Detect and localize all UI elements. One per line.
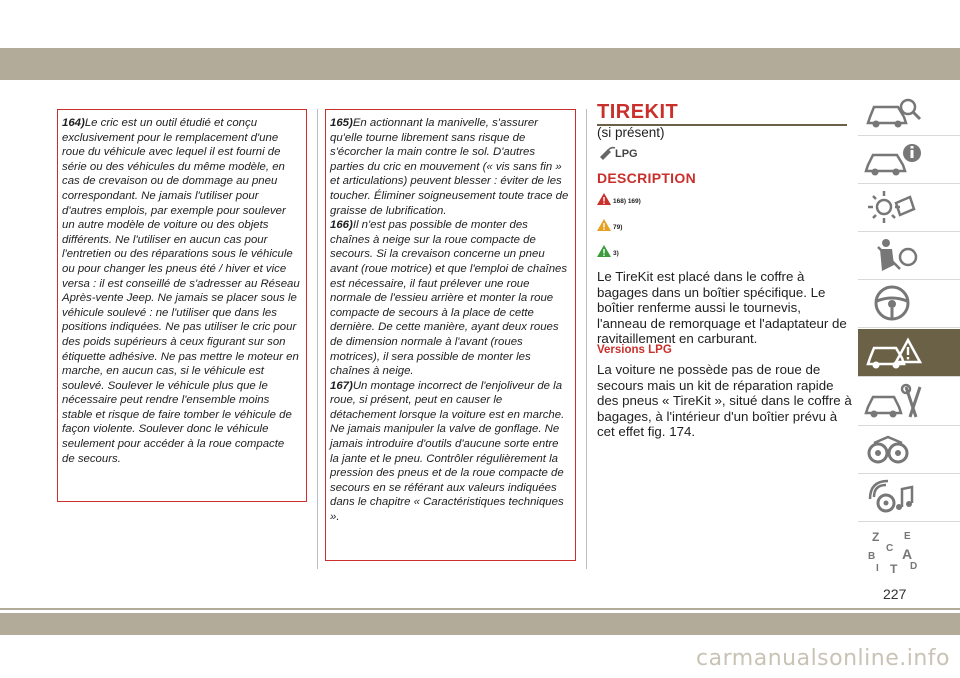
column-divider bbox=[317, 109, 318, 569]
warning-item bbox=[330, 116, 569, 218]
steering-wheel-icon bbox=[864, 283, 924, 325]
tab-index[interactable] bbox=[858, 522, 960, 576]
maintenance-tools-icon bbox=[864, 381, 924, 423]
tab-safety[interactable] bbox=[858, 232, 960, 280]
environment-triangle-icon bbox=[597, 245, 611, 257]
warning-item bbox=[62, 116, 300, 466]
attention-triangle-icon bbox=[597, 219, 611, 231]
warning-item bbox=[330, 218, 569, 379]
index-letter: T bbox=[890, 562, 898, 576]
warning-item bbox=[330, 379, 569, 525]
warning-box-2 bbox=[325, 109, 576, 561]
car-emergency-icon bbox=[864, 332, 924, 374]
lpg-paragraph: La voiture ne possède pas de roue de secours mais un kit de réparation rapide des pneus « TireKit », situé dans le coffre à bagages, à l'intérieur d'un boîtier prévu à cet effet fig. 174. bbox=[597, 362, 852, 440]
warning-number: 165) bbox=[330, 117, 353, 129]
tab-steering-wheel[interactable] bbox=[858, 280, 960, 328]
section-subtitle: (si présent) bbox=[597, 125, 665, 140]
index-letter: E bbox=[904, 531, 911, 542]
tab-dashboard-lights[interactable] bbox=[858, 184, 960, 232]
warning-ref-label: 3) bbox=[613, 250, 619, 257]
index-letter: A bbox=[902, 546, 913, 562]
description-paragraph: Le TireKit est placé dans le coffre à bagages dans un boîtier spécifique. Le boîtier renferme aussi le tournevis, l'anneau de remorquage et l'adaptateur de ravitaillement en carburant. bbox=[597, 269, 847, 347]
car-info-icon bbox=[864, 139, 924, 181]
header-band bbox=[0, 48, 960, 80]
index-letter: Z bbox=[872, 530, 880, 544]
tab-car-info[interactable] bbox=[858, 136, 960, 184]
warning-text: En actionnant la manivelle, s'assurer qu'elle tourne librement sans risque de s'écorcher la main contre le sol. D'autres parties du cric en mouvement (« vis sans fin » et articulations) peuvent blesser : éviter de les toucher. Éliminer soigneusement toute trace de graisse de lubrification. bbox=[330, 117, 569, 217]
watermark: carmanualsonline.info bbox=[696, 646, 950, 671]
tab-car-emergency[interactable] bbox=[858, 329, 960, 377]
technical-specs-icon bbox=[864, 429, 924, 471]
lpg-label: LPG bbox=[615, 148, 638, 160]
tab-car-search[interactable] bbox=[858, 88, 960, 136]
footer-band bbox=[0, 613, 960, 635]
dashboard-lights-icon bbox=[864, 187, 924, 229]
warning-ref-label: 79) bbox=[613, 224, 623, 231]
warning-box-1 bbox=[57, 109, 307, 502]
section-title: TIREKIT bbox=[597, 101, 679, 123]
warning-number: 166) bbox=[330, 219, 353, 232]
footer-rule bbox=[0, 608, 960, 610]
warning-triangle-icon bbox=[597, 193, 611, 205]
index-letter: B bbox=[868, 551, 876, 562]
warning-number: 167) bbox=[330, 379, 353, 392]
warning-text: Il n'est pas possible de monter des chaînes à neige sur la roue compacte de secours. Si la crevaison concerne un pneu avant (roue motrice) et que l'emploi de chaînes est nécessaire, il faut prélever une roue normale de l'essieu arrière et monter la roue compacte de secours à la place de cette dernière. De cette manière, ayant deux roues de dimension normale à l'avant (roues motrices), il sera possible de monter les chaînes à neige. bbox=[330, 219, 568, 378]
warning-ref-1 bbox=[597, 193, 641, 205]
warning-ref-2 bbox=[597, 219, 622, 231]
index-letter: I bbox=[876, 563, 879, 574]
index-letter: C bbox=[886, 543, 894, 554]
column-divider bbox=[586, 109, 587, 569]
warning-ref-label: 168) 169) bbox=[613, 198, 641, 205]
top-margin bbox=[0, 0, 960, 48]
index-letter: D bbox=[910, 561, 918, 572]
warning-ref-3 bbox=[597, 245, 619, 257]
versions-lpg-heading: Versions LPG bbox=[597, 344, 672, 356]
warning-text: Le cric est un outil étudié et conçu exclusivement pour le remplacement d'une roue du véhicule avec lequel il est fourni de série ou des véhicules du même modèle, en cas de crevaison ou de dommage au pneu correspondant. Ne jamais l'utiliser pour d'autres emplois, par exemple pour soulever un autre modèle de voiture ou des objets différents. Ne l'utiliser en aucun cas pour l'entretien ou des réparations sous le véhicule ou pour changer les pneus été / hiver et vice versa : il est conseillé de s'adresser au Réseau Après-vente Jeep. Ne jamais se placer sous le véhicule soulevé : ne l'utiliser que dans les positions indiquées. Ne pas utiliser le cric pour des poids supérieurs à ceux figurant sur son étiquette adhésive. Ne pas mettre le moteur en marche, en aucun cas, si le véhicule est soulevé. Soulever le véhicule plus que le nécessaire peut rendre l'ensemble moins stable et risque de faire tomber le véhicule de façon violente. Soulever donc le véhicule seulement pour accéder à la roue compacte de secours. bbox=[62, 117, 300, 465]
safety-icon bbox=[864, 235, 924, 277]
description-title: DESCRIPTION bbox=[597, 170, 696, 186]
tab-maintenance-tools[interactable] bbox=[858, 378, 960, 426]
multimedia-icon bbox=[864, 477, 924, 519]
car-search-icon bbox=[864, 91, 924, 133]
index-letters-icon bbox=[864, 525, 924, 577]
tab-technical-specs[interactable] bbox=[858, 426, 960, 474]
warning-text: Un montage incorrect de l'enjoliveur de la roue, si présent, peut en causer le détachement lorsque la voiture est en marche. Ne jamais manipuler la valve de gonflage. Ne jamais introduire d'outils d'aucune sorte entre la jante et le pneu. Contrôler régulièrement la pression des pneus et de la roue compacte de secours en se référant aux valeurs indiquées dans le chapitre « Caractéristiques techniques ». bbox=[330, 379, 565, 524]
page-number: 227 bbox=[883, 586, 907, 602]
tab-multimedia[interactable] bbox=[858, 474, 960, 522]
warning-number: 164) bbox=[62, 117, 85, 129]
lpg-fuel-icon bbox=[598, 143, 640, 161]
